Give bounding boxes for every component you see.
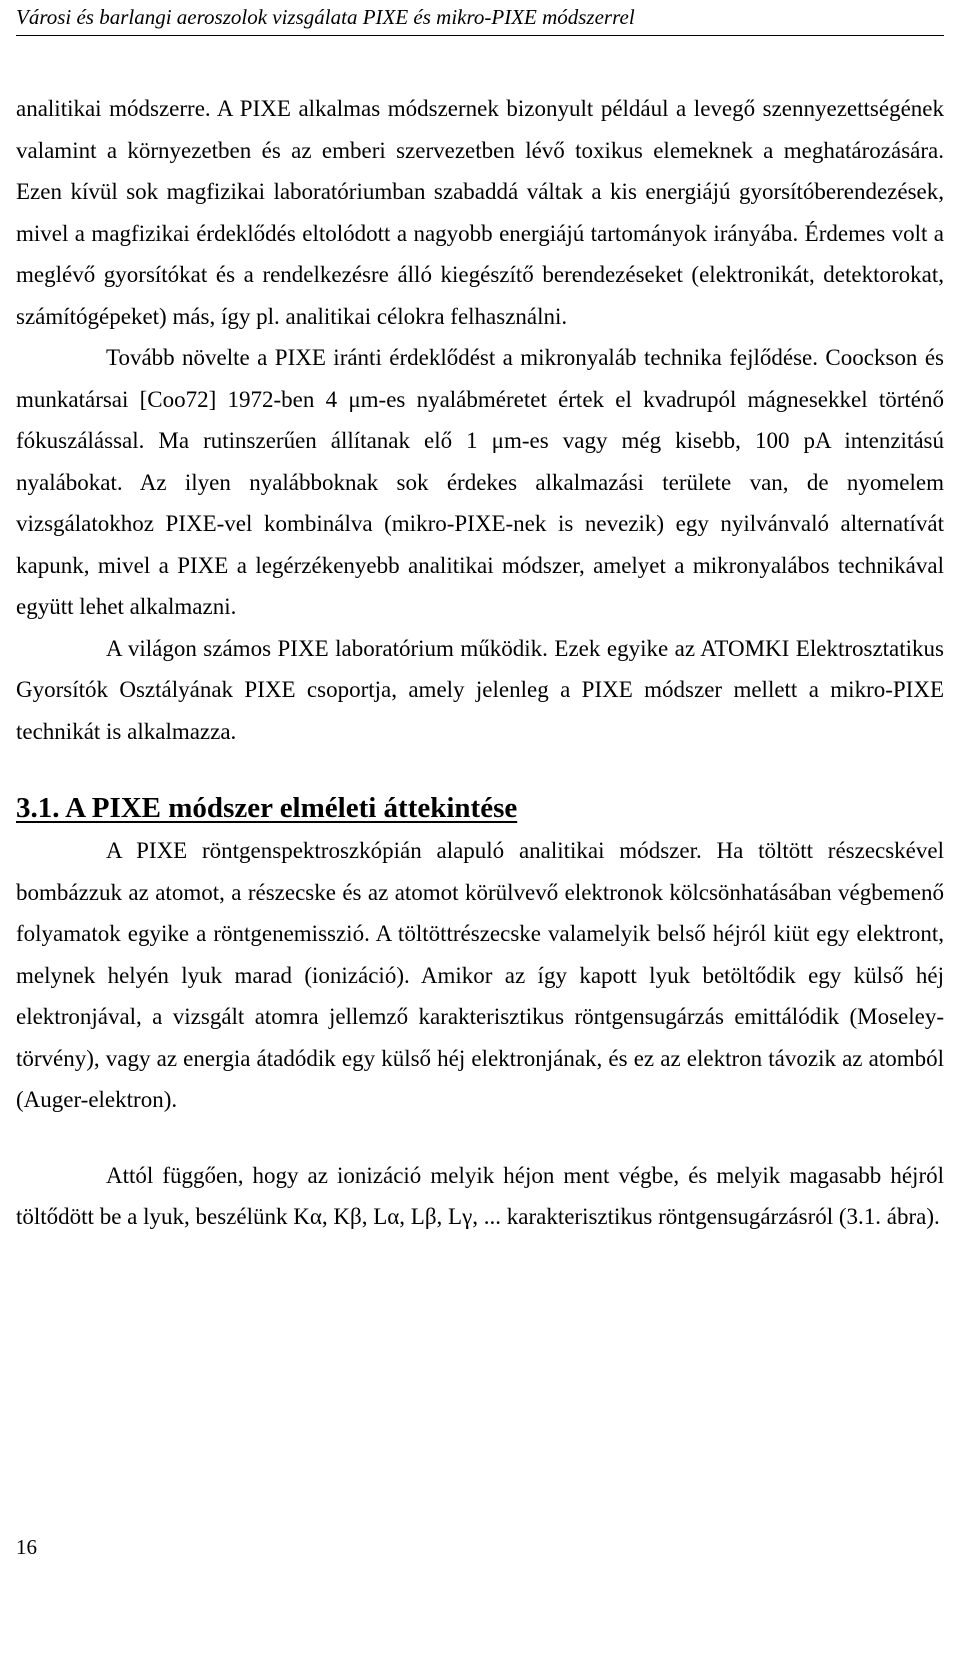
page-body	[16, 88, 944, 1238]
section-heading: 3.1. A PIXE módszer elméleti áttekintése	[16, 792, 518, 824]
paragraph-pixe-theory: A PIXE röntgenspektroszkópián alapuló analitikai módszer. Ha töltött részecskével bombázzuk az atomot, a részecske és az atomot körülvevő elektronok kölcsönhatásában végbemenő folyamatok egyike a röntgenemisszió. A töltöttrészecske valamelyik belső héjról kiüt egy elektront, melynek helyén lyuk marad (ionizáció). Amikor az így kapott lyuk betöltődik egy külső héj elektronjával, a vizsgált atomra jellemző karakterisztikus röntgensugárzás emittálódik (Moseley-törvény), vagy az energia átadódik egy külső héj elektronjának, és ez az elektron távozik az atomból (Auger-elektron).	[16, 838, 944, 1112]
header-divider	[16, 35, 944, 36]
paragraph-laboratories: A világon számos PIXE laboratórium működik. Ezek egyike az ATOMKI Elektrosztatikus Gyorsítók Osztályának PIXE csoportja, amely jelenleg a PIXE módszer mellett a mikro-PIXE technikát is alkalmazza.	[16, 635, 944, 744]
running-header: Városi és barlangi aeroszolok vizsgálata PIXE és mikro-PIXE módszerrel	[16, 5, 635, 29]
paragraph-microbeam: Tovább növelte a PIXE iránti érdeklődést a mikronyaláb technika fejlődése. Coockson és munkatársai [Coo72] 1972-ben 4 μm-es nyalábméretet értek el kvadrupól mágnesekkel történő fókuszálással. Ma rutinszerűen állítanak elő 1 μm-es vagy még kisebb, 100 pA intenzitású nyalábokat. Az ilyen nyalábboknak sok érdekes alkalmazási területe van, de nyomelem vizsgálatokhoz PIXE-vel kombinálva (mikro-PIXE-nek is nevezik) egy nyilvánvaló alternatívát kapunk, mivel a PIXE a legérzékenyebb analitikai módszer, amelyet a mikronyalábos technikával együtt lehet alkalmazni.	[16, 345, 944, 619]
paragraph-continuation: analitikai módszerre. A PIXE alkalmas módszernek bizonyult például a levegő szennyezettségének valamint a környezetben és az emberi szervezetben lévő toxikus elemeknek a meghatározására. Ezen kívül sok magfizikai laboratóriumban szabaddá váltak a kis energiájú gyorsítóberendezések, mivel a magfizikai érdeklődés eltolódott a nagyobb energiájú tartományok irányába. Érdemes volt a meglévő gyorsítókat és a rendelkezésre álló kiegészítő berendezéseket (elektronikát, detektorokat, számítógépeket) más, így pl. analitikai célokra felhasználni.	[16, 96, 944, 329]
paragraph-characteristic-xray: Attól függően, hogy az ionizáció melyik héjon ment végbe, és melyik magasabb héjról töltődött be a lyuk, beszélünk Kα, Kβ, Lα, Lβ, Lγ, ... karakterisztikus röntgensugárzásról (3.1. ábra).	[16, 1162, 944, 1229]
page-number: 16	[16, 1535, 37, 1559]
